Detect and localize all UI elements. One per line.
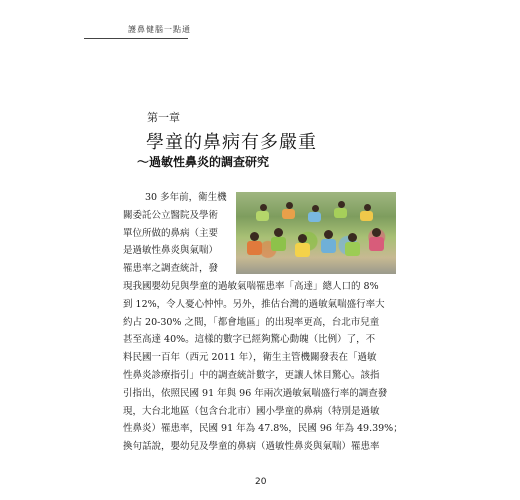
body-text-line: 甚至高達 40%。這樣的數字已經夠驚心動魄（比例）了，不 bbox=[123, 334, 376, 346]
body-text-line: 現我國嬰幼兒與學童的過敏氣喘罹患率「高達」總人口的 8% bbox=[123, 281, 379, 292]
page-number: 20 bbox=[255, 477, 267, 487]
body-text-line: 現，大台北地區（包含台北市）國小學童的鼻病（特別是過敏 bbox=[123, 405, 380, 417]
body-text-line: 到 12%，令人憂心忡忡。另外，推估台灣的過敏氣喘盛行率大 bbox=[123, 298, 385, 310]
running-header: 護鼻健腦一點通 bbox=[128, 25, 191, 34]
body-text-line: 料民國一百年（西元 2011 年），衛生主管機關發表在「過敏 bbox=[123, 352, 377, 364]
chapter-title: 學童的鼻病有多嚴重 bbox=[146, 132, 317, 153]
body-text-line: 性鼻炎診療指引」中的調查統計數字，更讓人怵目驚心。該指 bbox=[123, 370, 380, 381]
body-text-line: 關委託公立醫院及學術 bbox=[123, 209, 219, 221]
body-text-line: 引指出，依照民國 91 年與 96 年兩次過敏氣喘盛行率的調查發 bbox=[123, 387, 388, 399]
body-text-line: 罹患率之調查統計，發 bbox=[123, 263, 219, 275]
chapter-number: 第一章 bbox=[147, 111, 180, 124]
body-text-line: 換句話說，嬰幼兒及學童的鼻病（過敏性鼻炎與氣喘）罹患率 bbox=[123, 441, 380, 453]
body-text-line: 單位所做的鼻病（主要 bbox=[123, 227, 219, 239]
body-text-line: 是過敏性鼻炎與氣喘） bbox=[123, 245, 219, 257]
chapter-subtitle: ～過敏性鼻炎的調查研究 bbox=[137, 155, 270, 169]
header-rule bbox=[84, 38, 188, 39]
students-photo bbox=[236, 192, 396, 274]
body-text-line: 約占 20-30% 之間，「都會地區」的出現率更高，台北市兒童 bbox=[123, 316, 380, 328]
body-text-line: 性鼻炎）罹患率，民國 91 年為 47.8%，民國 96 年為 49.39%； bbox=[123, 423, 403, 435]
body-text-line: 30 多年前，衛生機 bbox=[145, 192, 227, 203]
